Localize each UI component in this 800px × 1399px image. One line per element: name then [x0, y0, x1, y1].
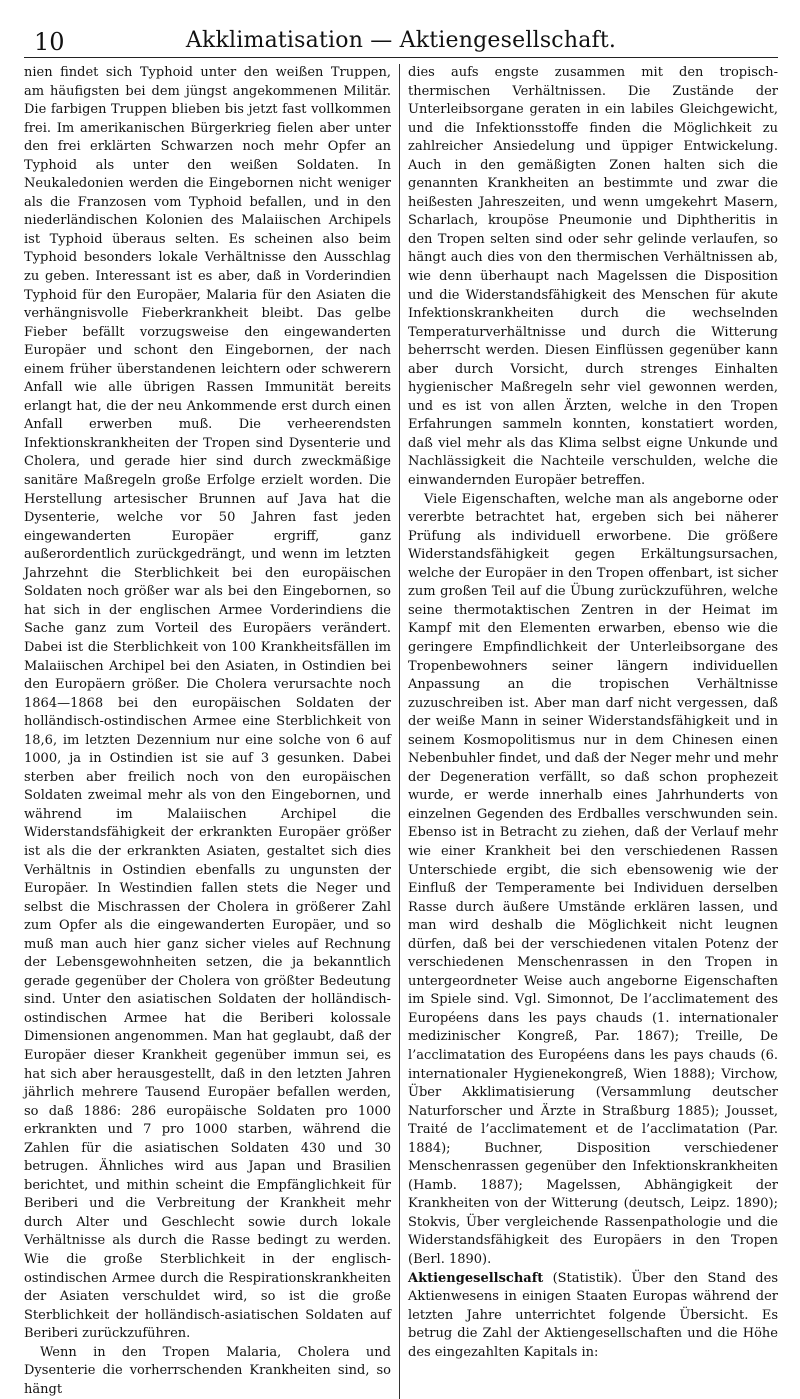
right-column [400, 64, 778, 1399]
page-header [24, 22, 778, 58]
paragraph: nien findet sich Typhoid unter den weißen Truppen, am häufigsten bei dem jüngst angekommenen Militär. Die farbigen Truppen blieben bis jetzt fast vollkommen frei. Im amerikanischen Bürgerkrieg fielen aber unter den frei erklärten Schwarzen noch mehr Opfer an Typhoid als unter den weißen Soldaten. In Neukaledonien werden die Eingebornen nicht weniger als die Franzosen vom Typhoid befallen, und in den niederländischen Kolonien des Malaiischen Archipels ist Typhoid überaus selten. Es scheinen also beim Typhoid besonders lokale Verhältnisse den Ausschlag zu geben. Interessant ist es aber, daß in Vorderindien Typhoid für den Europäer, Malaria für den Asiaten die verhängnisvolle Fieberkrankheit bleibt. Das gelbe Fieber befällt vorzugsweise den eingewanderten Europäer und schont den Eingebornen, der nach einem früher überstandenen leichtern oder schwerern Anfall wie alle übrigen Rassen Immunität bereits erlangt hat, die der neu Ankommende erst durch einen Anfall erwerben muß. Die verheerendsten Infektionskrankheiten der Tropen sind Dysenterie und Cholera, und gerade hier sind durch zweckmäßige sanitäre Maßregeln große Erfolge erzielt worden. Die Herstellung artesischer Brunnen auf Java hat die Dysenterie, welche vor 50 Jahren fast jeden eingewanderten Europäer ergriff, ganz außerordentlich zurückgedrängt, und wenn im letzten Jahrzehnt die Sterblichkeit bei den europäischen Soldaten noch größer war als bei den Eingebornen, so hat sich in der englischen Armee Vorderindiens die Sache ganz zum Vorteil des Europäers verändert. Dabei ist die Sterblichkeit von 100 Krankheitsfällen im Malaiischen Archipel bei den Asiaten, in Ostindien bei den Europäern größer. Die Cholera verursachte noch 1864—1868 bei den europäischen Soldaten der holländisch-ostindischen Armee eine Sterblichkeit von 18,6, im letzten Dezennium nur eine solche von 6 auf 1000, ja in Ostindien ist sie auf 3 gesunken. Dabei sterben aber freilich noch von den europäischen Soldaten zweimal mehr als von den Eingebornen, und während im Malaiischen Archipel die Widerstandsfähigkeit der erkrankten Europäer größer ist als die der erkrankten Asiaten, gestaltet sich dies Verhältnis in Ostindien ebenfalls zu ungunsten der Europäer. In Westindien fallen stets die Neger und selbst die Mischrassen der Cholera in größerer Zahl zum Opfer als die eingewanderten Europäer, und so muß man auch hier ganz sicher vieles auf Rechnung der Lebensgewohnheiten setzen, die ja bekanntlich gerade gegenüber der Cholera von größter Bedeutung sind. Unter den asiatischen Soldaten der holländisch-ostindischen Armee hat die Beriberi kolossale Dimensionen angenommen. Man hat geglaubt, daß der Europäer dieser Krankheit gegenüber immun sei, es hat sich aber herausgestellt, daß in den letzten Jahren jährlich mehrere Tausend Europäer befallen werden, so daß 1886: 286 europäische Soldaten pro 1000 erkrankten und 7 pro 1000 starben, während die Zahlen für die asiatischen Soldaten 430 und 30 betrugen. Ähnliches wird aus Japan und Brasilien berichtet, und mithin scheint die Empfänglichkeit für Beriberi und die Verbreitung der Krankheit mehr durch Alter und Geschlecht sowie durch lokale Verhältnisse als durch die Rasse bedingt zu werden. Wie die große Sterblichkeit in der englisch-ostindischen Armee durch die Respirationskrankheiten der Asiaten verschuldet wird, so ist die große Sterblichkeit der holländisch-asiatischen Soldaten auf Beriberi zurückzuführen. [24, 65, 391, 1342]
paragraph: dies aufs engste zusammen mit den tropisch-thermischen Verhältnissen. Die Zustände der Unterleibsorgane geraten in ein labiles Gleichgewicht, und die Infektionsstoffe finden die Möglichkeit zu zahlreicher Ansiedelung und üppiger Entwickelung. Auch in den gemäßigten Zonen halten sich die genannten Krankheiten an bestimmte und zwar die heißesten Jahreszeiten, und wenn umgekehrt Masern, Scharlach, kroupöse Pneumonie und Diphtheritis in den Tropen selten sind oder sehr gelinde verlaufen, so hängt auch dies von den thermischen Verhältnissen ab, wie denn überhaupt nach Magelssen die Disposition und die Widerstandsfähigkeit des Menschen für akute Infektionskrankheiten durch die wechselnden Temperaturverhältnisse und durch die Witterung beherrscht werden. Diesen Einflüssen gegenüber kann aber durch Vorsicht, durch strenges Einhalten hygienischer Maßregeln sehr viel gewonnen werden, und es ist von allen Ärzten, welche in den Tropen Erfahrungen sammeln konnten, konstatiert worden, daß viel mehr als das Klima selbst eigne Unkunde und Nachlässigkeit die Nachteile verschulden, welche die einwandernden Europäer betreffen. [408, 65, 778, 489]
page-number: 10 [34, 28, 65, 56]
entry-headword: Aktiengesellschaft [408, 1270, 544, 1286]
paragraph: Wenn in den Tropen Malaria, Cholera und Dysenterie die vorherrschenden Krankheiten sind, so hängt [24, 1344, 391, 1397]
left-column [24, 64, 400, 1399]
entry-paragraph [408, 1270, 778, 1363]
entry-text: (Statistik). Über den Stand des Aktienwesens in einigen Staaten Europas während der letzten Jahre unterrichtet folgende Übersicht. Es betrug die Zahl der Aktiengesellschaften und die Höhe des eingezahlten Kapitals in: [408, 1270, 778, 1360]
text-columns [24, 64, 778, 1399]
header-rule [24, 57, 778, 58]
paragraph: Viele Eigenschaften, welche man als angeborne oder vererbte betrachtet hat, ergeben sich bei näherer Prüfung als individuell erworbene. Die größere Widerstandsfähigkeit gegen Erkältungsursachen, welche der Europäer in den Tropen offenbart, ist sicher zum großen Teil auf die Übung zurückzuführen, welche seine thermotaktischen Zentren in der Heimat im Kampf mit den Elementen erwarben, ebenso wie die geringere Empfindlichkeit der Unterleibsorgane des Tropenbewohners seiner längern individuellen Anpassung an die tropischen Verhältnisse zuzuschreiben ist. Aber man darf nicht vergessen, daß der weiße Mann in seiner Widerstandsfähigkeit und in seinem Kosmopolitismus nur in dem Chinesen einen Nebenbuhler findet, und daß der Neger mehr und mehr der Degeneration verfällt, so daß schon prophezeit wurde, er werde innerhalb eines Jahrhunderts von einzelnen Gegenden des Erdballes verschwunden sein. Ebenso ist in Betracht zu ziehen, daß der Verlauf mehr wie einer Krankheit bei den verschiedenen Rassen Unterschiede ergibt, die sich ebensowenig wie der Einfluß der Temperamente bei Individuen derselben Rasse durch äußere Umstände erklären lassen, und man wird deshalb die Möglichkeit nicht leugnen dürfen, daß bei der verschiedenen vitalen Potenz der verschiedenen Menschenrassen in den Tropen in untergeordneter Weise auch angeborne Eigenschaften im Spiele sind. Vgl. Simonnot, De l’acclimatement des Européens dans les pays chauds (1. internationaler medizinischer Kongreß, Par. 1867); Treille, De l’acclimatation des Européens dans les pays chauds (6. internationaler Hygienekongreß, Wien 1888); Virchow, Über Akklimatisierung (Versammlung deutscher Naturforscher und Ärzte in Straßburg 1885); Jousset, Traité de l’acclimatement et de l’acclimatation (Par. 1884); Buchner, Disposition verschiedener Menschenrassen gegenüber den Infektionskrankheiten (Hamb. 1887); Magelssen, Abhängigkeit der Krankheiten von der Witterung (deutsch, Leipz. 1890); Stokvis, Über vergleichende Rassenpathologie und die Widerstandsfähigkeit des Europäers in den Tropen (Berl. 1890). [408, 491, 778, 1267]
running-head: Akklimatisation — Aktiengesellschaft. [185, 28, 617, 53]
